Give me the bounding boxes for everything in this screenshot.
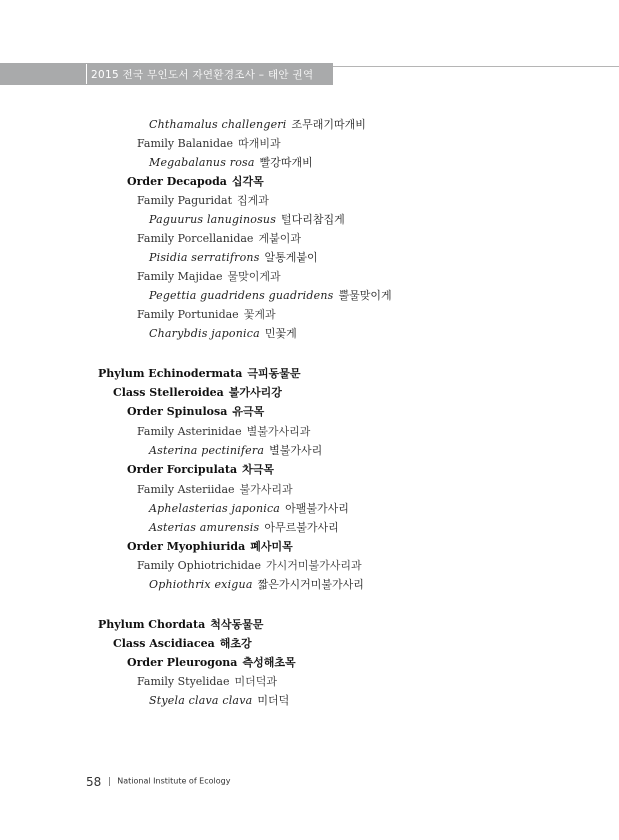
scientific-name: Pisidia serratifrons bbox=[149, 251, 260, 264]
family-entry bbox=[137, 231, 301, 247]
korean-name: 물맞이게과 bbox=[227, 270, 281, 283]
korean-name: 극피동물문 bbox=[247, 367, 301, 380]
scientific-name: Class Stelleroidea bbox=[113, 386, 224, 399]
scientific-name: Family Majidae bbox=[137, 270, 223, 283]
scientific-name: Order Decapoda bbox=[127, 175, 227, 188]
scientific-name: Family Asteriidae bbox=[137, 483, 235, 496]
scientific-name: Order Forcipulata bbox=[127, 463, 238, 476]
order-entry bbox=[127, 174, 264, 190]
phylum-entry bbox=[98, 617, 263, 633]
scientific-name: Chthamalus challengeri bbox=[149, 118, 287, 131]
korean-name: 짧은가시거미불가사리 bbox=[257, 578, 364, 591]
scientific-name: Asterias amurensis bbox=[149, 521, 260, 534]
family-entry bbox=[137, 482, 293, 498]
family-entry bbox=[137, 193, 269, 209]
species-entry bbox=[149, 577, 364, 593]
species-entry bbox=[149, 693, 289, 709]
korean-name: 미더덕 bbox=[257, 694, 290, 707]
page-number: 58 bbox=[86, 775, 102, 789]
scientific-name: Family Portunidae bbox=[137, 308, 239, 321]
scientific-name: Family Paguridat bbox=[137, 194, 233, 207]
page-footer bbox=[86, 772, 230, 790]
publisher-name: National Institute of Ecology bbox=[117, 776, 231, 786]
korean-name: 유극목 bbox=[232, 405, 265, 418]
korean-name: 폐사미목 bbox=[250, 540, 293, 553]
species-entry bbox=[149, 443, 322, 459]
korean-name: 민꽃게 bbox=[264, 327, 297, 340]
korean-name: 게붙이과 bbox=[258, 232, 301, 245]
korean-name: 털다리참집게 bbox=[281, 213, 345, 226]
species-entry bbox=[149, 117, 366, 133]
family-entry bbox=[137, 424, 310, 440]
korean-name: 조무래기따개비 bbox=[291, 118, 366, 131]
family-entry bbox=[137, 558, 362, 574]
scientific-name: Order Spinulosa bbox=[127, 405, 228, 418]
scientific-name: Family Styelidae bbox=[137, 675, 230, 688]
korean-name: 불가사리강 bbox=[228, 386, 282, 399]
species-entry bbox=[149, 288, 392, 304]
scientific-name: Pegettia guadridens guadridens bbox=[149, 289, 334, 302]
phylum-entry bbox=[98, 366, 301, 382]
scientific-name: Family Porcellanidae bbox=[137, 232, 254, 245]
scientific-name: Megabalanus rosa bbox=[149, 156, 255, 169]
species-entry bbox=[149, 155, 313, 171]
korean-name: 별불가사리 bbox=[269, 444, 323, 457]
scientific-name: Paguurus lanuginosus bbox=[149, 213, 277, 226]
species-entry bbox=[149, 212, 345, 228]
header-rule bbox=[333, 66, 619, 67]
footer-divider bbox=[109, 777, 110, 786]
family-entry bbox=[137, 674, 277, 690]
korean-name: 해초강 bbox=[219, 637, 252, 650]
scientific-name: Phylum Echinodermata bbox=[98, 367, 243, 380]
scientific-name: Charybdis japonica bbox=[149, 327, 260, 340]
korean-name: 아팰불가사리 bbox=[285, 502, 349, 515]
scientific-name: Ophiothrix exigua bbox=[149, 578, 253, 591]
korean-name: 불가사리과 bbox=[239, 483, 293, 496]
scientific-name: Family Balanidae bbox=[137, 137, 234, 150]
species-entry bbox=[149, 250, 318, 266]
class-entry bbox=[113, 636, 252, 652]
header-divider bbox=[86, 64, 87, 84]
scientific-name: Asterina pectinifera bbox=[149, 444, 265, 457]
korean-name: 가시거미불가사리과 bbox=[265, 559, 362, 572]
order-entry bbox=[127, 539, 293, 555]
order-entry bbox=[127, 462, 274, 478]
korean-name: 꽃게과 bbox=[243, 308, 276, 321]
korean-name: 빨강따개비 bbox=[259, 156, 313, 169]
korean-name: 집게과 bbox=[237, 194, 269, 207]
family-entry bbox=[137, 269, 281, 285]
korean-name: 별불가사리과 bbox=[246, 425, 311, 438]
species-entry bbox=[149, 326, 297, 342]
korean-name: 따개비과 bbox=[238, 137, 281, 150]
korean-name: 척삭동물문 bbox=[210, 618, 264, 631]
korean-name: 차극목 bbox=[242, 463, 275, 476]
scientific-name: Family Ophiotrichidae bbox=[137, 559, 261, 572]
family-entry bbox=[137, 307, 276, 323]
scientific-name: Order Pleurogona bbox=[127, 656, 238, 669]
scientific-name: Phylum Chordata bbox=[98, 618, 206, 631]
family-entry bbox=[137, 136, 281, 152]
scientific-name: Aphelasterias japonica bbox=[149, 502, 281, 515]
scientific-name: Styela clava clava bbox=[149, 694, 253, 707]
korean-name: 뿔물맞이게 bbox=[338, 289, 392, 302]
korean-name: 십각목 bbox=[231, 175, 264, 188]
running-header: 2015 전국 무인도서 자연환경조사 – 태안 권역 bbox=[91, 69, 314, 81]
korean-name: 미더덕과 bbox=[234, 675, 277, 688]
scientific-name: Family Asterinidae bbox=[137, 425, 242, 438]
order-entry bbox=[127, 404, 264, 420]
order-entry bbox=[127, 655, 296, 671]
class-entry bbox=[113, 385, 282, 401]
korean-name: 측성해초목 bbox=[242, 656, 296, 669]
species-entry bbox=[149, 520, 339, 536]
korean-name: 아무르불가사리 bbox=[264, 521, 339, 534]
scientific-name: Class Ascidiacea bbox=[113, 637, 215, 650]
korean-name: 알통게붙이 bbox=[264, 251, 318, 264]
scientific-name: Order Myophiurida bbox=[127, 540, 246, 553]
species-entry bbox=[149, 501, 349, 517]
